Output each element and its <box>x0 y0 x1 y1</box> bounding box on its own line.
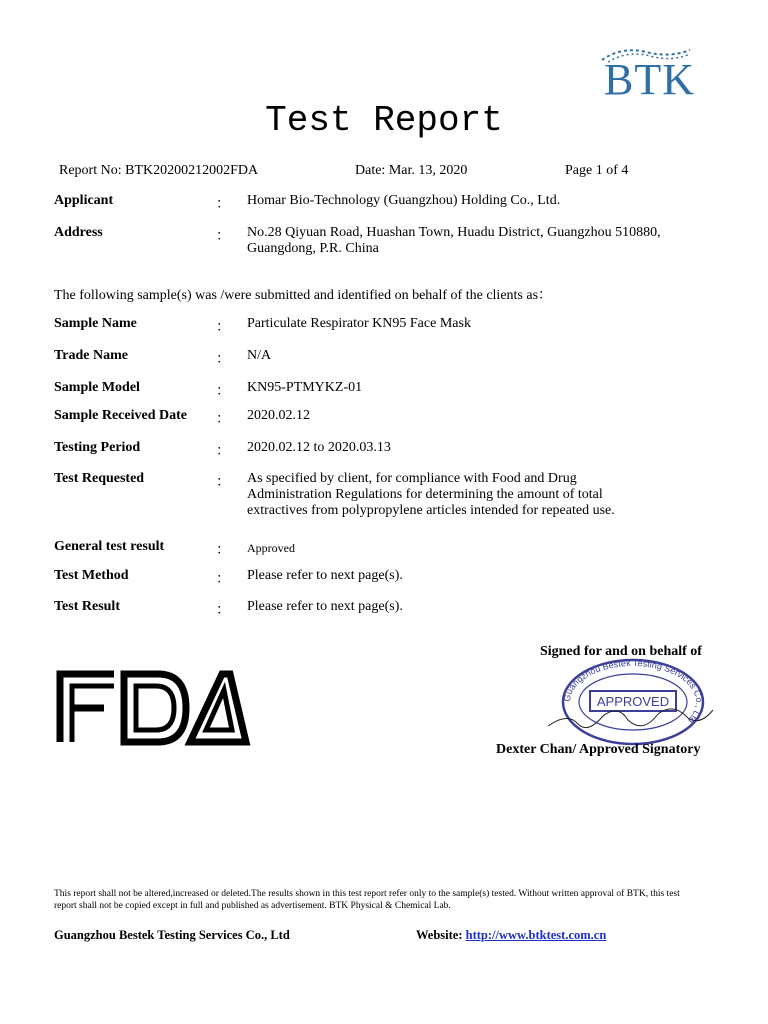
approved-signatory: Dexter Chan/ Approved Signatory <box>496 742 701 757</box>
stamp-ring-textpath: Guangzhou Bestek Testing Services Co., Ltd <box>561 657 705 726</box>
colon: ： <box>216 412 230 427</box>
website-label: Website: <box>416 928 466 942</box>
general-result-label: General test result <box>54 539 165 554</box>
colon: ： <box>216 603 230 618</box>
test-method-value: Please refer to next page(s). <box>247 568 403 583</box>
address-label: Address <box>54 225 103 240</box>
field-label: Sample Received Date <box>54 408 187 423</box>
field-value: Particulate Respirator KN95 Face Mask <box>247 316 471 331</box>
footer-company: Guangzhou Bestek Testing Services Co., Ltd <box>54 928 290 942</box>
colon: ： <box>216 572 230 587</box>
footer-website <box>416 928 606 943</box>
approved-stamp <box>548 654 718 746</box>
field-label: Trade Name <box>54 348 128 363</box>
test-requested-value <box>247 471 687 519</box>
test-requested-line-2: Administration Regulations for determining the amount of total <box>247 487 603 502</box>
field-value: 2020.02.12 to 2020.03.13 <box>247 440 391 455</box>
colon: ： <box>216 444 230 459</box>
disclaimer-text: This report shall not be altered,increased or deleted.The results shown in this test report refer only to the sample(s) tested. Without written approval of BTK, this test report shall not be copied except in full and published as advertisement. BTK Physical & Chemical Lab. <box>54 889 680 911</box>
field-label: Testing Period <box>54 440 141 455</box>
test-result-value: Please refer to next page(s). <box>247 599 403 614</box>
test-requested-line-3: extractives from polypropylene articles intended for repeated use. <box>247 503 615 518</box>
intro-text: The following sample(s) was /were submitted and identified on behalf of the clients as： <box>54 288 553 303</box>
report-date: Date: Mar. 13, 2020 <box>355 163 468 178</box>
test-requested-label: Test Requested <box>54 471 145 486</box>
address-line-1: No.28 Qiyuan Road, Huashan Town, Huadu District, Guangzhou 510880, <box>247 225 661 240</box>
report-number: Report No: BTK20200212002FDA <box>59 163 259 178</box>
applicant-label: Applicant <box>54 193 114 208</box>
colon: ： <box>216 229 230 244</box>
field-value: KN95-PTMYKZ-01 <box>247 380 363 395</box>
field-label: Sample Name <box>54 316 137 331</box>
test-method-label: Test Method <box>54 568 129 583</box>
applicant-value: Homar Bio-Technology (Guangzhou) Holding Co., Ltd. <box>247 193 561 208</box>
general-result-value: Approved <box>247 541 295 555</box>
signed-for-label: Signed for and on behalf of <box>540 644 702 659</box>
logo-text: BTK <box>604 55 695 104</box>
stamp-approved-text: APPROVED <box>596 694 670 709</box>
address-value <box>247 225 687 257</box>
page-number: Page 1 of 4 <box>565 163 629 178</box>
colon: ： <box>216 320 230 335</box>
colon: ： <box>216 475 230 490</box>
colon: ： <box>216 543 230 558</box>
colon: ： <box>216 352 230 367</box>
test-result-label: Test Result <box>54 599 120 614</box>
field-label: Sample Model <box>54 380 140 395</box>
fda-logo <box>54 668 252 746</box>
colon: ： <box>216 384 230 399</box>
field-value: 2020.02.12 <box>247 408 310 423</box>
test-requested-line-1: As specified by client, for compliance with Food and Drug <box>247 471 577 486</box>
colon: ： <box>216 197 230 212</box>
website-link[interactable]: http://www.btktest.com.cn <box>465 928 607 942</box>
page-title: Test Report <box>265 100 503 141</box>
address-line-2: Guangdong, P.R. China <box>247 241 379 256</box>
field-value: N/A <box>247 348 272 363</box>
